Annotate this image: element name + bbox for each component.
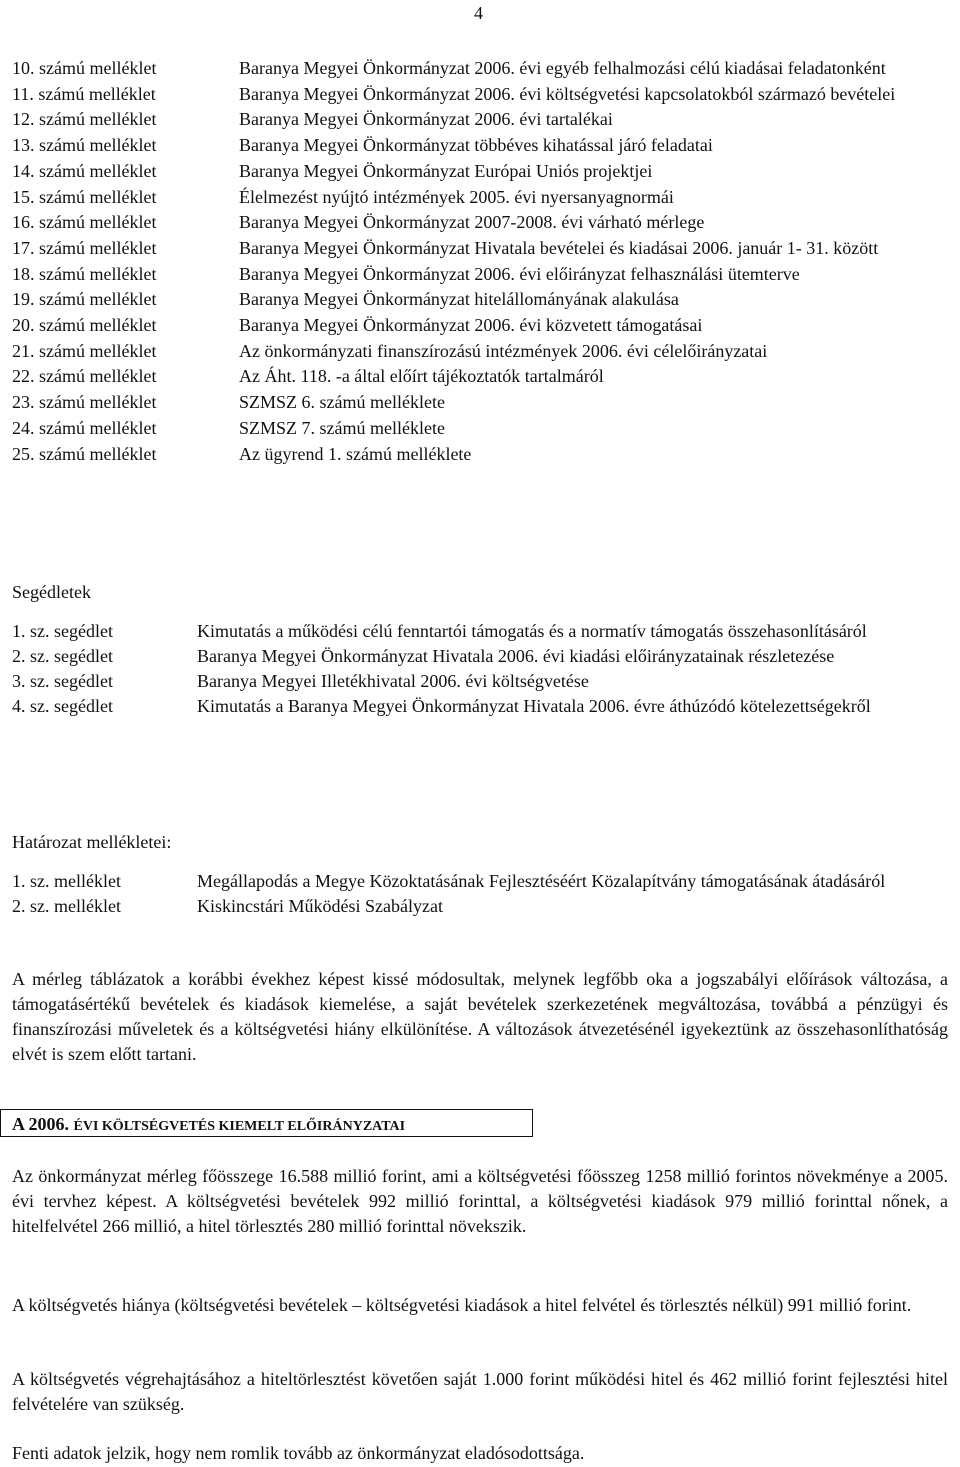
section-heading-box [0,1109,533,1137]
appendix-title: Baranya Megyei Önkormányzat 2006. évi közvetett támogatásai [239,315,703,336]
aid-label: 1. sz. segédlet [12,621,113,641]
resolution-appendix-label: 1. sz. melléklet [12,871,121,891]
resolution-heading: Határozat mellékletei: [12,832,172,852]
list-item [12,185,950,211]
list-item [12,619,950,644]
list-item [12,56,950,82]
appendix-title: SZMSZ 7. számú melléklete [239,417,445,438]
aid-label: 3. sz. segédlet [12,671,113,691]
appendix-label: 15. számú melléklet [12,186,157,207]
list-item [12,262,950,288]
aids-list [12,619,950,719]
list-item [12,364,950,390]
list-item [12,442,950,468]
loan-paragraph: A költségvetés végrehajtásához a hiteltörlesztést követően saját 1.000 forint működési hitel és 462 millió forint fejlesztési hitel felvételére van szükség. [12,1369,948,1414]
list-item [12,159,950,185]
section-heading-title: ÉVI KÖLTSÉGVETÉS KIEMELT ELŐIRÁNYZATAI [73,1119,406,1134]
list-item [12,644,950,669]
aid-title: Baranya Megyei Önkormányzat Hivatala 2006. évi kiadási előirányzatainak részletezése [197,646,835,666]
conclusion-paragraph: Fenti adatok jelzik, hogy nem romlik tovább az önkormányzat eladósodottsága. [12,1443,585,1463]
list-item [12,287,950,313]
appendix-title: Baranya Megyei Önkormányzat Európai Uniós projektjei [239,160,653,181]
page-number: 4 [474,3,483,23]
list-item [12,390,950,416]
list-item [12,210,950,236]
list-item [12,694,950,719]
aid-title: Kimutatás a Baranya Megyei Önkormányzat Hivatala 2006. évre áthúzódó kötelezettségekről [197,696,871,716]
list-item [12,416,950,442]
appendix-label: 20. számú melléklet [12,315,157,336]
appendix-title: Baranya Megyei Önkormányzat 2007-2008. évi várható mérlege [239,212,705,233]
appendix-label: 10. számú melléklet [12,58,157,78]
list-item [12,869,950,894]
deficit-paragraph: A költségvetés hiánya (költségvetési bevételek – költségvetési kiadások a hitel felvétel és törlesztés nélkül) 991 millió forint. [12,1295,912,1315]
list-item [12,669,950,694]
appendix-title: Baranya Megyei Önkormányzat 2006. évi egyéb felhalmozási célú kiadásai feladatonként [239,58,886,78]
aid-label: 4. sz. segédlet [12,696,113,716]
aids-heading: Segédletek [12,582,91,602]
appendix-title: Az ügyrend 1. számú melléklete [239,443,472,464]
list-item [12,133,950,159]
aid-title: Kimutatás a működési célú fenntartói támogatás és a normatív támogatás összehasonlításáról [197,621,867,641]
appendix-title: Az Áht. 118. -a által előírt tájékoztatók tartalmáról [239,366,604,387]
appendix-label: 22. számú melléklet [12,366,157,387]
appendix-label: 11. számú melléklet [12,83,156,104]
appendix-title: Baranya Megyei Önkormányzat 2006. évi előirányzat felhasználási ütemterve [239,263,800,284]
appendix-label: 24. számú melléklet [12,417,157,438]
resolution-appendix-title: Kiskincstári Működési Szabályzat [197,896,443,916]
appendix-label: 13. számú melléklet [12,135,157,156]
appendix-title: Baranya Megyei Önkormányzat hitelállományának alakulása [239,289,679,310]
appendix-label: 18. számú melléklet [12,263,157,284]
appendix-title: Az önkormányzati finanszírozású intézmények 2006. évi célelőirányzatai [239,340,768,361]
appendix-title: Baranya Megyei Önkormányzat 2006. évi költségvetési kapcsolatokból származó bevételei [239,83,896,104]
resolution-appendix-list [12,869,950,919]
appendix-label: 19. számú melléklet [12,289,157,310]
appendix-title: Baranya Megyei Önkormányzat többéves kihatással járó feladatai [239,135,713,156]
list-item [12,82,950,108]
list-item [12,107,950,133]
budget-summary-paragraph: Az önkormányzat mérleg főösszege 16.588 millió forint, ami a költségvetési főösszeg 1258 millió forintos növekménye a 2005. évi tervhez képest. A költségvetési bevételek 992 millió forinttal, a költségvetési kiadások 979 millió forinttal nőnek, a hitelfelvétel 266 millió, a hitel törlesztés 280 millió forinttal növekszik. [12,1166,948,1236]
list-item [12,894,950,919]
appendix-label: 14. számú melléklet [12,160,157,181]
resolution-appendix-label: 2. sz. melléklet [12,896,121,916]
appendix-label: 12. számú melléklet [12,109,157,130]
aid-title: Baranya Megyei Illetékhivatal 2006. évi költségvetése [197,671,589,691]
appendix-title: Baranya Megyei Önkormányzat Hivatala bevételei és kiadásai 2006. január 1- 31. között [239,237,879,258]
appendix-label: 25. számú melléklet [12,443,157,464]
appendix-label: 16. számú melléklet [12,212,157,233]
appendix-title: Élelmezést nyújtó intézmények 2005. évi nyersanyagnormái [239,186,674,207]
aid-label: 2. sz. segédlet [12,646,113,666]
list-item [12,313,950,339]
list-item [12,339,950,365]
appendix-label: 23. számú melléklet [12,392,157,413]
appendix-label: 21. számú melléklet [12,340,157,361]
section-heading-prefix: A 2006. [12,1114,70,1134]
intro-paragraph: A mérleg táblázatok a korábbi évekhez képest kissé módosultak, melynek legfőbb oka a jogszabályi előírások változása, a támogatásértékű bevételek és kiadások kiemelése, a saját bevételek szerkezetének megváltozása, továbbá a pénzügyi és finanszírozási műveletek és a költségvetési hiány elkülönítése. A változások átvezetésénél igyekeztünk az összehasonlíthatóság elvét is szem előtt tartani. [12,969,948,1064]
list-item [12,236,950,262]
appendix-label: 17. számú melléklet [12,237,157,258]
resolution-appendix-title: Megállapodás a Megye Közoktatásának Fejlesztéséért Közalapítvány támogatásának átadásáról [197,871,886,891]
appendix-title: SZMSZ 6. számú melléklete [239,392,445,413]
appendix-list [12,56,950,467]
appendix-title: Baranya Megyei Önkormányzat 2006. évi tartalékai [239,109,613,130]
